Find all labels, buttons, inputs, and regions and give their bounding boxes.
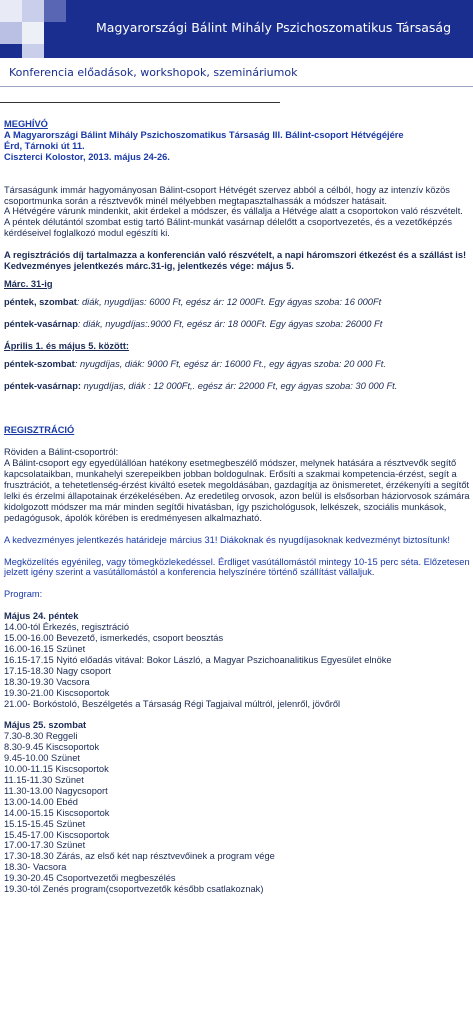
program-item: 9.45-10.00 Szünet	[4, 753, 80, 764]
day1-title: Május 24. péntek	[4, 611, 79, 622]
program-item: 19.30-21.00 Kiscsoportok	[4, 687, 110, 698]
price-period-2: Április 1. és május 5. között:	[4, 340, 130, 351]
registration-link[interactable]: REGISZTRÁCIÓ	[4, 425, 75, 436]
price-row-2: péntek-vasárnap: diák, nyugdíjas:.9000 Ft, egész ár: 18 000Ft. Egy ágyas szoba: 26000 Ft	[4, 318, 383, 329]
intro-paragraph-3: A péntek délutántól szombat estig tartó Bálint-munkát vasárnap délelőtt a csoportvezetés, és a vezetőképzés kérdéseivel foglalkozó modul egészíti ki.	[4, 217, 453, 239]
price-row-4: péntek-vasárnap: nyugdíjas, diák : 12 000Ft,. egész ár: 22000 Ft, egy ágyas szoba: 30 000 Ft.	[4, 380, 398, 391]
intro-paragraph-2: A Hétvégére várunk mindenkit, akit érdekel a módszer, és vállalja a Hétvége alatt a csoportokon való részvételt.	[4, 206, 463, 217]
program-item: 10.00-11.15 Kiscsoportok	[4, 764, 109, 775]
program-item: 14.00-15.15 Kiscsoportok	[4, 807, 110, 818]
program-item: 17.15-18.30 Nagy csoport	[4, 665, 111, 676]
invite-line1: A Magyarországi Bálint Mihály Pszichoszomatikus Társaság III. Bálint-csoport Hétvégéjére	[4, 129, 404, 140]
deadline-notice: A kedvezményes jelentkezés határideje március 31! Diákoknak és nyugdíjasoknak kedvezményt biztosítunk!	[4, 534, 450, 545]
logo-squares	[0, 0, 70, 58]
program-item: 16.15-17.15 Nyitó előadás vitával: Bokor László, a Magyar Pszichoanalitikus Egyesület elnöke	[4, 654, 392, 665]
about-title: Röviden a Bálint-csoportról:	[4, 447, 119, 458]
program-item: 7.30-8.30 Reggeli	[4, 731, 78, 742]
price-row-3: péntek-szombat: nyugdíjas, diák: 9000 Ft, egész ár: 16000 Ft., egy ágyas szoba: 20 000 Ft.	[4, 358, 386, 369]
main-content	[4, 119, 470, 895]
program-item: 11.30-13.00 Nagycsoport	[4, 785, 108, 796]
program-item: 15.45-17.00 Kiscsoportok	[4, 829, 110, 840]
program-item: 19.30-tól Zenés program(csoportvezetők később csatlakoznak)	[4, 884, 264, 895]
program-day-1	[4, 611, 470, 709]
invite-line3: Ciszterci Kolostor, 2013. május 24-26.	[4, 151, 170, 162]
program-item: 17.30-18.30 Zárás, az első két nap résztvevőinek a program vége	[4, 851, 275, 862]
fee-info: A regisztrációs díj tartalmazza a konferencián való részvételt, a napi háromszori étkezést és a szállást is!	[4, 250, 467, 261]
site-title: Magyarországi Bálint Mihály Pszichoszomatikus Társaság	[96, 20, 452, 35]
program-label: Program:	[4, 589, 43, 600]
day2-title: Május 25. szombat	[4, 720, 87, 731]
site-header	[0, 0, 473, 58]
about-text: A Bálint-csoport egy egyedülálló​an hatékony esetmegbeszélő módszer, melynek hatására a résztvevők segítő kapcsolataikban, munkahelyi szerepeikben jobban boldogulnak. Erősíti a szakmai kompetencia-érzést, segít a frusztrációt, a tehetetlenség-érzést kiváltó esetek megoldásában, gazdagítja az önismeretet, érzékenyíti a segítőt lelki és érzelmi állapotainak érzékelésében. Az eredetileg orvosok, azon belül is elsősorban háziorvosok számára kidolgozott módszer ma már minden segítői hivatásban, így pszichológusok, lelkészek, szociális munkások, pedagógusok, ápolók körében is eredményesen alkalmazható.	[4, 458, 470, 523]
program-day-2	[4, 720, 470, 895]
nav-link-conferences[interactable]: Konferencia előadások, workshopok, szemináriumok	[9, 66, 298, 79]
nav-divider	[0, 86, 473, 87]
program-item: 18.30- Vacsora	[4, 862, 67, 873]
program-item: 15.15-15.45 Szünet	[4, 818, 86, 829]
program-item: 8.30-9.45 Kiscsoportok	[4, 742, 100, 753]
content-divider	[0, 102, 280, 103]
access-info: Megközelítés egyénileg, vagy tömegközlekedéssel. Érdliget vasútállomástól mintegy 10-15 perc séta. Előzetesen jelzett igény szerint a vasútállomástól a konferencia helyszínére történő szállítást vállaljuk.	[4, 556, 470, 578]
program-item: 21.00- Borkóstoló, Beszélgetés a Társaság Régi Tagjaival múltról, jelenről, jövőről	[4, 698, 341, 709]
program-item: 16.00-16.15 Szünet	[4, 644, 86, 654]
intro-paragraph-1: Társaságunk immár hagyományosan Bálint-csoport Hétvégét szervez abból a célból, hogy az intenzív közös csoportmunka során a résztvevők minél mélyebben megtapasztalhassák a módszer hatásait.	[4, 184, 450, 206]
price-period-1: Márc. 31-ig	[4, 278, 53, 289]
program-item: 17.00-17.30 Szünet	[4, 840, 86, 851]
program-item: 19.30-20.45 Csoportvezetői megbeszélés	[4, 873, 176, 884]
invite-line2: Érd, Tárnoki út 11.	[4, 140, 85, 151]
program-item: 18.30-19.30 Vacsora	[4, 676, 90, 687]
program-item: 11.15-11.30 Szünet	[4, 774, 84, 785]
fee-deadline: Kedvezményes jelentkezés márc.31-ig, jelentkezés vége: május 5.	[4, 261, 294, 272]
program-item: 13.00-14.00 Ebéd	[4, 796, 78, 807]
program-item: 14.00-tól Érkezés, regisztráció	[4, 622, 130, 633]
program-item: 15.00-16.00 Bevezető, ismerkedés, csoport beosztás	[4, 633, 224, 644]
invite-heading: MEGHÍVÓ	[4, 119, 48, 129]
price-row-1: péntek, szombat: diák, nyugdíjas: 6000 Ft, egész ár: 12 000Ft. Egy ágyas szoba: 16 000Ft	[4, 296, 382, 307]
